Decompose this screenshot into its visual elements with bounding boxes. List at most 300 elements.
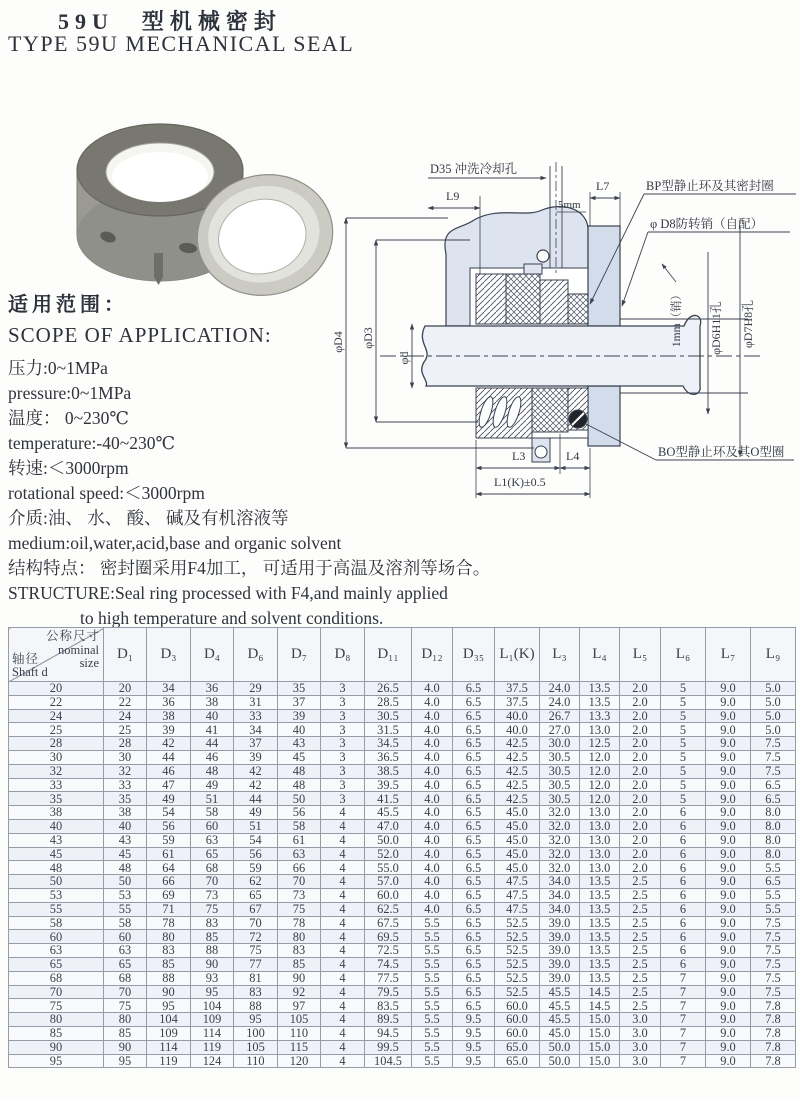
- table-cell: 2.5: [620, 902, 661, 916]
- table-cell: 7.8: [751, 1026, 796, 1040]
- corner-shaft-zh: 轴径: [12, 651, 40, 666]
- table-cell: 9.0: [706, 1040, 751, 1054]
- table-cell: 7: [661, 1040, 706, 1054]
- table-cell: 4: [321, 833, 365, 847]
- table-cell: 13.0: [580, 819, 620, 833]
- table-cell: 9.0: [706, 847, 751, 861]
- table-cell: 3: [321, 695, 365, 709]
- table-cell: 9.0: [706, 999, 751, 1013]
- table-row: [9, 806, 796, 820]
- table-cell: 7.5: [751, 764, 796, 778]
- table-cell: 7.8: [751, 999, 796, 1013]
- table-cell: 13.5: [580, 930, 620, 944]
- table-row: [9, 971, 796, 985]
- label-1mm-pin: 1mm（销）: [671, 288, 683, 348]
- table-cell: 52.5: [495, 957, 540, 971]
- table-cell: 3: [321, 750, 365, 764]
- table-cell: 27.0: [540, 723, 580, 737]
- table-cell: 48: [278, 764, 321, 778]
- table-cell: 83: [147, 944, 191, 958]
- table-cell: 39.0: [540, 971, 580, 985]
- table-cell: 29: [234, 682, 278, 696]
- table-cell: 6.5: [453, 861, 495, 875]
- table-cell: 13.0: [580, 833, 620, 847]
- table-cell: 20: [104, 682, 147, 696]
- table-cell: 9.0: [706, 833, 751, 847]
- table-cell: 75: [278, 902, 321, 916]
- table-cell: 45: [278, 750, 321, 764]
- table-cell: 9.0: [706, 1026, 751, 1040]
- spec-line-structure-en2: to high temperature and solvent conditions.: [80, 608, 384, 628]
- table-cell: 3.0: [620, 1026, 661, 1040]
- table-row: [9, 999, 796, 1013]
- table-row: [9, 819, 796, 833]
- seal-photo-graphic: [45, 85, 335, 310]
- table-cell: 48: [191, 764, 234, 778]
- table-cell: 6: [661, 833, 706, 847]
- table-cell: 4: [321, 957, 365, 971]
- table-cell: 4.0: [412, 875, 453, 889]
- table-cell: 6: [661, 957, 706, 971]
- label-phi-d6h11: φD6H11孔: [709, 301, 723, 355]
- table-cell: 59: [234, 861, 278, 875]
- table-cell: 39.0: [540, 957, 580, 971]
- table-cell: 4.0: [412, 723, 453, 737]
- label-l1k: L1(K)±0.5: [494, 475, 546, 489]
- table-cell: 6: [661, 944, 706, 958]
- table-cell: 56: [234, 847, 278, 861]
- table-cell: 30.5: [540, 778, 580, 792]
- table-cell: 7.5: [751, 750, 796, 764]
- table-cell: 43: [104, 833, 147, 847]
- table-cell: 65: [191, 847, 234, 861]
- table-cell: 9.5: [453, 1013, 495, 1027]
- table-cell: 4: [321, 930, 365, 944]
- table-cell: 4.0: [412, 764, 453, 778]
- table-cell: 7.5: [751, 944, 796, 958]
- table-cell: 45.5: [365, 806, 412, 820]
- table-cell: 39.0: [540, 930, 580, 944]
- table-cell: 22: [9, 695, 104, 709]
- table-cell: 36: [191, 682, 234, 696]
- column-header-d35: D₃₅: [453, 628, 495, 682]
- table-cell: 9.0: [706, 930, 751, 944]
- table-cell: 104.5: [365, 1054, 412, 1068]
- table-cell: 6.5: [453, 999, 495, 1013]
- table-cell: 60.0: [365, 888, 412, 902]
- table-row: [9, 709, 796, 723]
- table-cell: 92: [278, 985, 321, 999]
- table-cell: 65: [104, 957, 147, 971]
- spec-line-medium-en: medium:oil,water,acid,base and organic solvent: [8, 533, 342, 553]
- table-cell: 124: [191, 1054, 234, 1068]
- label-bp-ring: BP型静止环及其密封圈: [646, 179, 774, 193]
- table-cell: 13.5: [580, 682, 620, 696]
- table-cell: 52.5: [495, 971, 540, 985]
- table-cell: 6.5: [453, 957, 495, 971]
- table-cell: 55: [9, 902, 104, 916]
- product-photo: [45, 85, 335, 310]
- table-cell: 2.5: [620, 916, 661, 930]
- table-cell: 2.0: [620, 682, 661, 696]
- table-cell: 51: [191, 792, 234, 806]
- table-cell: 80: [147, 930, 191, 944]
- table-cell: 58: [278, 819, 321, 833]
- table-cell: 45.0: [495, 847, 540, 861]
- table-cell: 2.0: [620, 819, 661, 833]
- table-cell: 8.0: [751, 833, 796, 847]
- table-cell: 5.0: [751, 709, 796, 723]
- table-cell: 2.0: [620, 847, 661, 861]
- table-cell: 33: [9, 778, 104, 792]
- column-header-l1k: L₁(K): [495, 628, 540, 682]
- table-cell: 67: [234, 902, 278, 916]
- table-cell: 62: [234, 875, 278, 889]
- table-cell: 65.0: [495, 1054, 540, 1068]
- table-row: [9, 737, 796, 751]
- table-cell: 83: [191, 916, 234, 930]
- table-cell: 78: [147, 916, 191, 930]
- table-cell: 2.0: [620, 778, 661, 792]
- table-cell: 8.0: [751, 847, 796, 861]
- table-row: [9, 1013, 796, 1027]
- table-cell: 100: [234, 1026, 278, 1040]
- table-cell: 9.0: [706, 1054, 751, 1068]
- table-cell: 65.0: [495, 1040, 540, 1054]
- table-cell: 32.0: [540, 833, 580, 847]
- table-cell: 4: [321, 861, 365, 875]
- table-cell: 5.5: [412, 999, 453, 1013]
- table-row: [9, 695, 796, 709]
- table-cell: 2.5: [620, 888, 661, 902]
- table-cell: 39.5: [365, 778, 412, 792]
- table-cell: 5.5: [412, 1054, 453, 1068]
- table-cell: 4: [321, 916, 365, 930]
- table-cell: 9.0: [706, 737, 751, 751]
- table-cell: 6: [661, 861, 706, 875]
- table-cell: 47: [147, 778, 191, 792]
- table-cell: 30: [104, 750, 147, 764]
- label-5mm: 5mm: [558, 199, 581, 211]
- table-cell: 6.5: [453, 723, 495, 737]
- table-cell: 88: [234, 999, 278, 1013]
- table-cell: 85: [278, 957, 321, 971]
- table-cell: 83: [278, 944, 321, 958]
- table-cell: 47.5: [495, 902, 540, 916]
- table-cell: 39: [278, 709, 321, 723]
- table-cell: 7: [661, 971, 706, 985]
- table-cell: 24: [9, 709, 104, 723]
- table-cell: 5.5: [412, 971, 453, 985]
- table-cell: 47.5: [495, 875, 540, 889]
- table-cell: 48: [278, 778, 321, 792]
- table-cell: 71: [147, 902, 191, 916]
- table-cell: 45.0: [495, 833, 540, 847]
- table-cell: 63: [278, 847, 321, 861]
- column-header-l6: L₆: [661, 628, 706, 682]
- table-cell: 53: [9, 888, 104, 902]
- table-cell: 6: [661, 806, 706, 820]
- table-cell: 9.0: [706, 861, 751, 875]
- table-cell: 52.5: [495, 930, 540, 944]
- table-cell: 68: [104, 971, 147, 985]
- table-cell: 4.0: [412, 778, 453, 792]
- table-cell: 4: [321, 847, 365, 861]
- table-cell: 6.5: [453, 888, 495, 902]
- table-cell: 38: [191, 695, 234, 709]
- table-cell: 2.0: [620, 833, 661, 847]
- table-cell: 77: [234, 957, 278, 971]
- table-corner-cell: [9, 628, 104, 682]
- table-cell: 3.0: [620, 1054, 661, 1068]
- table-cell: 7.8: [751, 1040, 796, 1054]
- table-cell: 66: [278, 861, 321, 875]
- table-cell: 73: [278, 888, 321, 902]
- label-l3: L3: [512, 449, 526, 463]
- table-cell: 32: [9, 764, 104, 778]
- table-row: [9, 682, 796, 696]
- table-cell: 75: [234, 944, 278, 958]
- table-cell: 2.0: [620, 792, 661, 806]
- table-row: [9, 902, 796, 916]
- table-cell: 35: [104, 792, 147, 806]
- table-cell: 36.5: [365, 750, 412, 764]
- table-cell: 30.0: [540, 737, 580, 751]
- table-cell: 95: [9, 1054, 104, 1068]
- table-cell: 4.0: [412, 833, 453, 847]
- table-cell: 6.5: [453, 833, 495, 847]
- table-cell: 85: [147, 957, 191, 971]
- table-cell: 69: [147, 888, 191, 902]
- column-header-l9: L₉: [751, 628, 796, 682]
- table-cell: 4.0: [412, 902, 453, 916]
- table-cell: 52.0: [365, 847, 412, 861]
- column-header-l4: L₄: [580, 628, 620, 682]
- table-cell: 9.0: [706, 916, 751, 930]
- table-cell: 4.0: [412, 737, 453, 751]
- label-phi-d4: φD4: [331, 331, 345, 353]
- table-cell: 4.0: [412, 792, 453, 806]
- table-cell: 7.8: [751, 1013, 796, 1027]
- table-cell: 6.5: [453, 875, 495, 889]
- table-cell: 37: [234, 737, 278, 751]
- table-cell: 89.5: [365, 1013, 412, 1027]
- table-cell: 64: [147, 861, 191, 875]
- table-cell: 40: [104, 819, 147, 833]
- table-cell: 6: [661, 902, 706, 916]
- table-cell: 9.5: [453, 1054, 495, 1068]
- corner-nominal: nominal: [58, 643, 99, 657]
- table-cell: 13.5: [580, 957, 620, 971]
- table-cell: 4: [321, 1040, 365, 1054]
- table-cell: 13.5: [580, 916, 620, 930]
- label-l7: L7: [596, 179, 610, 193]
- table-cell: 90: [9, 1040, 104, 1054]
- label-d35-hole: D35 冲洗冷却孔: [430, 162, 518, 176]
- column-header-d12: D₁₂: [412, 628, 453, 682]
- table-cell: 6.5: [453, 764, 495, 778]
- table-cell: 32.0: [540, 806, 580, 820]
- table-cell: 30.5: [540, 764, 580, 778]
- table-cell: 4: [321, 1054, 365, 1068]
- table-cell: 7.5: [751, 971, 796, 985]
- table-row: [9, 833, 796, 847]
- label-phi-d3: φD3: [361, 327, 375, 349]
- table-cell: 90: [278, 971, 321, 985]
- table-header-row: [9, 628, 796, 682]
- table-cell: 39.0: [540, 916, 580, 930]
- table-cell: 114: [191, 1026, 234, 1040]
- table-cell: 2.0: [620, 737, 661, 751]
- table-cell: 44: [191, 737, 234, 751]
- table-cell: 28.5: [365, 695, 412, 709]
- table-cell: 97: [278, 999, 321, 1013]
- table-row: [9, 1040, 796, 1054]
- label-phi-d7h8: φD7H8孔: [741, 299, 755, 349]
- column-header-d11: D₁₁: [365, 628, 412, 682]
- table-row: [9, 957, 796, 971]
- table-cell: 38.5: [365, 764, 412, 778]
- corner-shaft-en: Shaft d: [12, 664, 48, 679]
- table-cell: 51: [234, 819, 278, 833]
- table-cell: 5.5: [751, 888, 796, 902]
- table-cell: 5: [661, 778, 706, 792]
- table-cell: 58: [9, 916, 104, 930]
- table-cell: 6.5: [453, 916, 495, 930]
- table-cell: 7.5: [751, 737, 796, 751]
- column-header-d4: D₄: [191, 628, 234, 682]
- table-cell: 9.0: [706, 764, 751, 778]
- column-header-d7: D₇: [278, 628, 321, 682]
- table-cell: 9.0: [706, 902, 751, 916]
- table-cell: 95: [147, 999, 191, 1013]
- table-cell: 3.0: [620, 1040, 661, 1054]
- table-cell: 26.5: [365, 682, 412, 696]
- table-cell: 46: [191, 750, 234, 764]
- table-cell: 38: [147, 709, 191, 723]
- table-cell: 39.0: [540, 944, 580, 958]
- table-cell: 38: [104, 806, 147, 820]
- table-cell: 46: [147, 764, 191, 778]
- table-cell: 6: [661, 819, 706, 833]
- table-cell: 73: [191, 888, 234, 902]
- table-cell: 40: [9, 819, 104, 833]
- table-cell: 72: [234, 930, 278, 944]
- table-cell: 15.0: [580, 1013, 620, 1027]
- table-cell: 28: [104, 737, 147, 751]
- table-cell: 4: [321, 806, 365, 820]
- table-cell: 54: [234, 833, 278, 847]
- gland-plate-lower: [588, 386, 620, 446]
- table-cell: 3: [321, 682, 365, 696]
- table-cell: 3: [321, 737, 365, 751]
- table-cell: 50: [104, 875, 147, 889]
- table-cell: 3: [321, 723, 365, 737]
- table-cell: 5: [661, 792, 706, 806]
- table-cell: 80: [9, 1013, 104, 1027]
- table-cell: 2.5: [620, 985, 661, 999]
- table-cell: 42: [147, 737, 191, 751]
- table-cell: 75: [104, 999, 147, 1013]
- label-l9: L9: [446, 189, 460, 203]
- spec-line-speed-en: rotational speed:＜3000rpm: [8, 483, 205, 503]
- table-cell: 6: [661, 875, 706, 889]
- label-phi-d: φd: [397, 351, 411, 365]
- table-cell: 31: [234, 695, 278, 709]
- table-cell: 7.5: [751, 916, 796, 930]
- table-cell: 12.0: [580, 792, 620, 806]
- table-cell: 2.0: [620, 695, 661, 709]
- table-cell: 5.5: [412, 985, 453, 999]
- table-cell: 45: [104, 847, 147, 861]
- table-cell: 45.5: [540, 985, 580, 999]
- table-cell: 75: [191, 902, 234, 916]
- table-cell: 4: [321, 819, 365, 833]
- table-cell: 6.5: [453, 819, 495, 833]
- table-cell: 53: [104, 888, 147, 902]
- table-cell: 90: [191, 957, 234, 971]
- technical-drawing: [328, 156, 800, 516]
- table-cell: 70: [234, 916, 278, 930]
- table-cell: 9.0: [706, 971, 751, 985]
- table-cell: 42.5: [495, 764, 540, 778]
- table-row: [9, 778, 796, 792]
- table-cell: 6: [661, 847, 706, 861]
- table-cell: 9.0: [706, 723, 751, 737]
- table-cell: 4: [321, 1026, 365, 1040]
- table-cell: 9.5: [453, 1040, 495, 1054]
- dimension-table: [8, 627, 796, 1068]
- table-cell: 13.0: [580, 861, 620, 875]
- spec-line-medium-zh: 介质:油、 水、 酸、 碱及有机溶液等: [8, 508, 289, 528]
- table-cell: 32: [104, 764, 147, 778]
- table-cell: 4.0: [412, 750, 453, 764]
- table-cell: 109: [147, 1026, 191, 1040]
- table-cell: 3: [321, 709, 365, 723]
- table-cell: 37: [278, 695, 321, 709]
- table-cell: 2.0: [620, 861, 661, 875]
- table-cell: 41: [191, 723, 234, 737]
- table-cell: 34: [234, 723, 278, 737]
- table-cell: 42.5: [495, 792, 540, 806]
- table-cell: 6.5: [751, 778, 796, 792]
- table-cell: 45: [9, 847, 104, 861]
- table-cell: 65: [9, 957, 104, 971]
- table-cell: 4: [321, 902, 365, 916]
- table-cell: 4.0: [412, 709, 453, 723]
- table-cell: 13.5: [580, 902, 620, 916]
- table-cell: 9.0: [706, 957, 751, 971]
- table-cell: 95: [191, 985, 234, 999]
- column-header-d6: D₆: [234, 628, 278, 682]
- table-cell: 9.0: [706, 888, 751, 902]
- table-cell: 2.5: [620, 944, 661, 958]
- table-cell: 6.5: [453, 930, 495, 944]
- table-cell: 3: [321, 792, 365, 806]
- table-cell: 37.5: [495, 695, 540, 709]
- table-cell: 45.0: [495, 806, 540, 820]
- table-cell: 32.0: [540, 861, 580, 875]
- table-cell: 4: [321, 999, 365, 1013]
- page-title-chinese: 59U 型机械密封: [58, 9, 282, 34]
- table-row: [9, 723, 796, 737]
- table-cell: 4.0: [412, 861, 453, 875]
- table-cell: 62.5: [365, 902, 412, 916]
- table-cell: 26.7: [540, 709, 580, 723]
- column-header-l3: L₃: [540, 628, 580, 682]
- table-cell: 6: [661, 916, 706, 930]
- table-cell: 63: [191, 833, 234, 847]
